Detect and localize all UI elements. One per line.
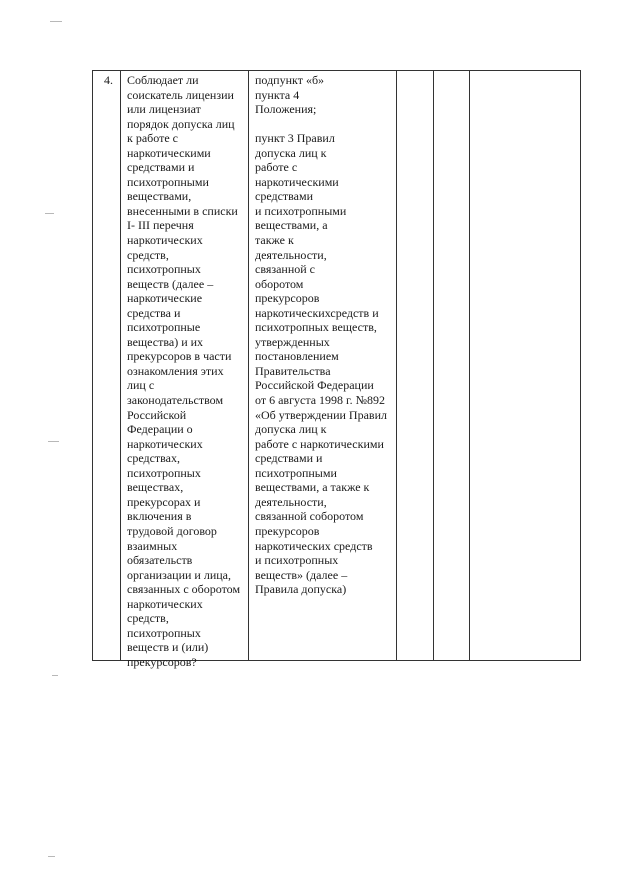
scan-mark xyxy=(45,213,54,214)
checklist-table xyxy=(92,70,581,669)
scan-mark xyxy=(48,441,59,442)
column-divider xyxy=(396,70,397,661)
scan-mark xyxy=(48,856,55,857)
question-cell: Соблюдает ли соискатель лицензии или лицензиат порядок допуска лиц к работе с наркотическими средствами и психотропными веществами, внесенными в списки I- III перечня наркотических средств, психотропных веществ (далее – наркотические средства и психотропные вещества) и их прекурсоров в части ознакомления этих лиц с законодательством Российской Федерации о наркотических средствах, психотропных веществах, прекурсорах и включения в трудовой договор взаимных обязательств организации и лица, связанных с оборотом наркотических средств, психотропных веществ и (или) прекурсоров? xyxy=(127,73,241,669)
scan-mark xyxy=(50,21,62,22)
row-number: 4. xyxy=(104,73,113,87)
column-divider xyxy=(469,70,470,661)
column-divider xyxy=(433,70,434,661)
table-right-border xyxy=(580,70,581,661)
table-top-border xyxy=(92,70,581,71)
legal-reference-cell: подпункт «б» пункта 4 Положения; пункт 3 Правил допуска лиц к работе с наркотическими средствами и психотропными веществами, а также к деятельности, связанной с оборотом прекурсоров наркотическихсредств и психотропных веществ, утвержденных постановлением Правительства Российской Федерации от 6 августа 1998 г. №892 «Об утверждении Правил допуска лиц к работе с наркотическими средствами и психотропными веществами, а также к деятельности, связанной соборотом прекурсоров наркотических средств и психотропных веществ» (далее – Правила допуска) xyxy=(255,73,387,597)
table-left-border xyxy=(92,70,93,661)
column-divider xyxy=(248,70,249,661)
scan-mark xyxy=(52,675,58,676)
column-divider xyxy=(120,70,121,661)
